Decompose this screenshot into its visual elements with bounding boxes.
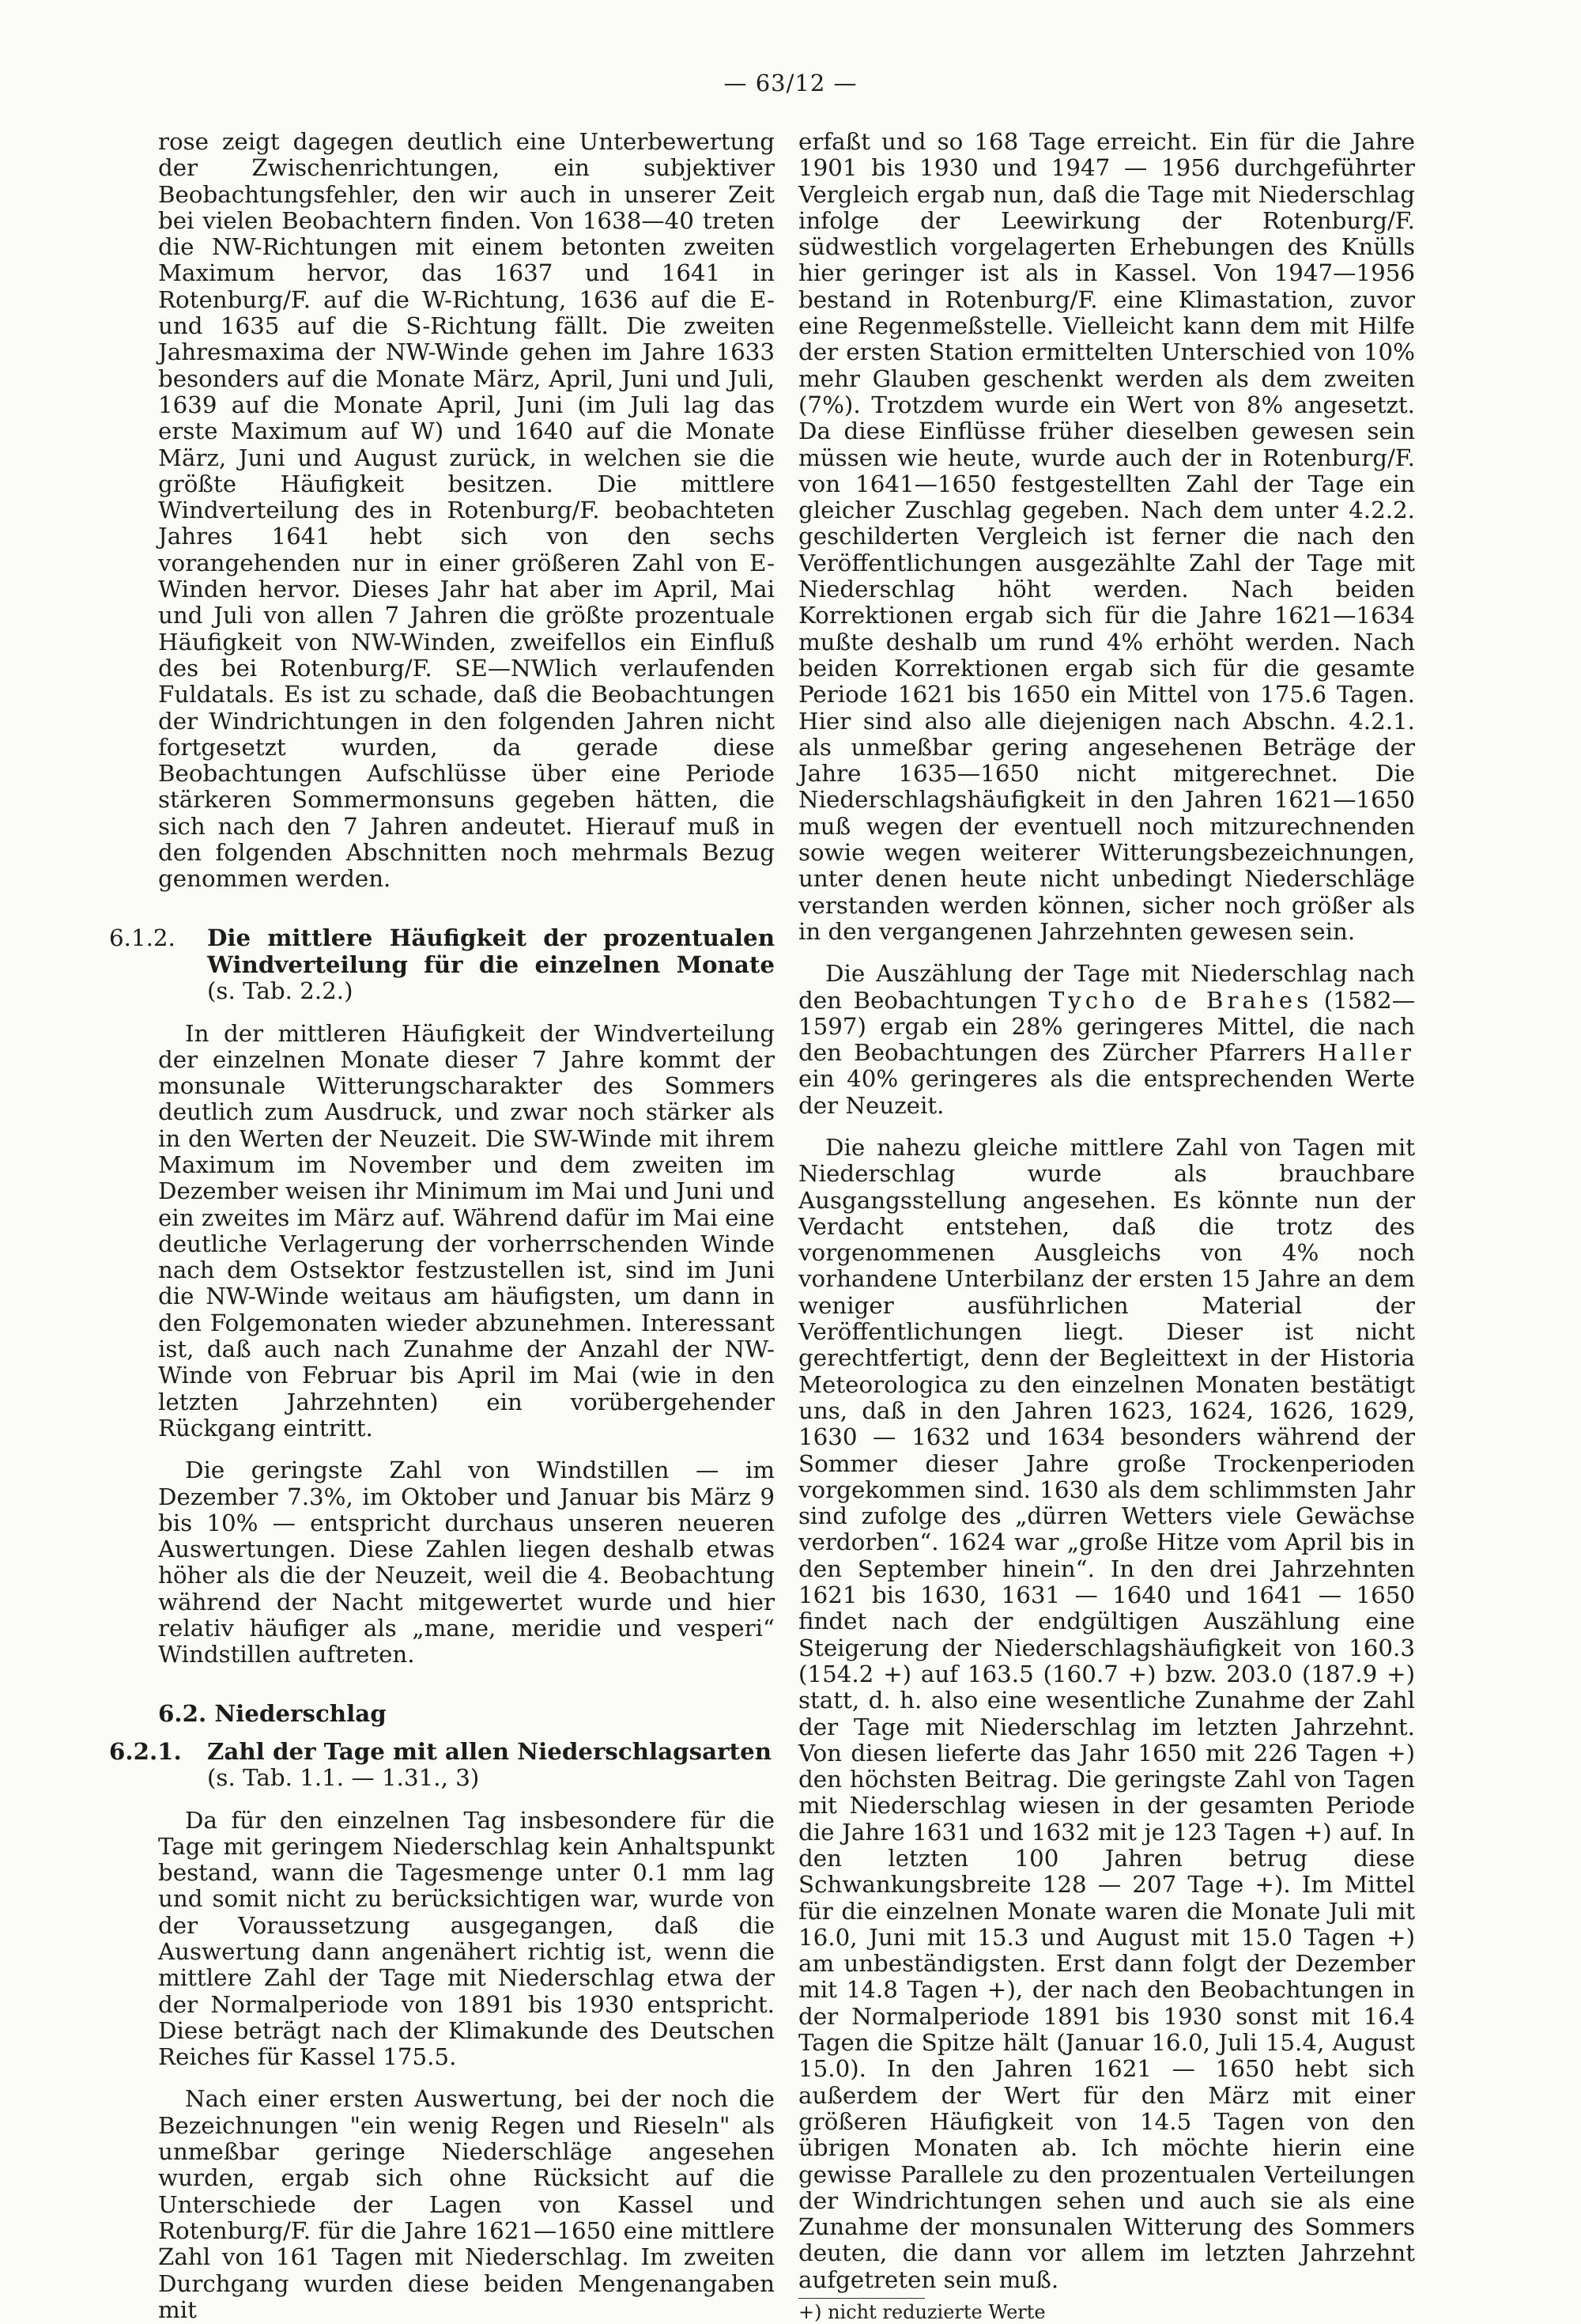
section-title: Die mittlere Häufigkeit der prozentualen Windverteilung für die einzelnen Monate <box>207 923 775 978</box>
paragraph-daily-precip: Da für den einzelnen Tag insbesondere für die Tage mit geringem Niederschlag kein Anhaltspunkt bestand, wann die Tagesmenge unter 0.1 mm lag und somit nicht zu berücksichtigen war, wurde von der Voraussetzung ausgegangen, daß die Auswertung dann angenähert richtig ist, wenn die mittlere Zahl der Tage mit Niederschlag etwa der der Normalperiode von 1891 bis 1930 entspricht. Diese beträgt nach der Klimakunde des Deutschen Reiches für Kassel 175.5. <box>158 1806 775 2071</box>
paragraph-comparison: erfaßt und so 168 Tage erreicht. Ein für die Jahre 1901 bis 1930 und 1947 — 1956 durchgeführter Vergleich ergab nun, daß die Tage mit Niederschlag infolge der Leewirkung der Rotenburg/F. südwestlich vorgelagerten Erhebungen des Knülls hier geringer ist als in Kassel. Von 1947—1956 bestand in Rotenburg/F. eine Klimastation, zuvor eine Regenmeßstelle. Vielleicht kann dem mit Hilfe der ersten Station ermittelten Unterschied von 10% mehr Glauben geschenkt werden als dem zweiten (7%). Trotzdem wurde ein Wert von 8% angesetzt. Da diese Einflüsse früher dieselben gewesen sein müssen wie heute, wurde auch der in Rotenburg/F. von 1641—1650 festgestellten Zahl der Tage ein gleicher Zuschlag gegeben. Nach dem unter 4.2.2. geschilderten Vergleich ist ferner die nach den Veröffentlichungen ausgezählte Zahl der Tage mit Niederschlag höht werden. Nach beiden Korrektionen ergab sich für die Jahre 1621—1634 mußte deshalb um rund 4% erhöht werden. Nach beiden Korrektionen ergab sich für die gesamte Periode 1621 bis 1650 ein Mittel von 175.6 Tagen. Hier sind also alle diejenigen nach Abschn. 4.2.1. als unmeßbar gering angesehenen Beträge der Jahre 1635—1650 nicht mitgerechnet. Die Niederschlagshäufigkeit in den Jahren 1621—1650 muß wegen der eventuell noch mitzurechnenden sowie wegen weiterer Witterungsbezeichnungen, unter denen heute nicht unbedingt Niederschläge verstanden werden können, sicher noch größer als in den vergangenen Jahrzehnten gewesen sein. <box>798 128 1415 945</box>
paragraph-mean-days: Die nahezu gleiche mittlere Zahl von Tagen mit Niederschlag wurde als brauchbare Ausgangsstellung angesehen. Es könnte nun der Verdacht entstehen, daß die trotz des vorgenommenen Ausgleichs von 4% noch vorhandene Unterbilanz der ersten 15 Jahre an dem weniger ausführlichen Material der Veröffentlichungen liegt. Dieser ist nicht gerechtfertigt, denn der Begleittext in der Historia Meteorologica zu den einzelnen Monaten bestätigt uns, daß in den Jahren 1623, 1624, 1626, 1629, 1630 — 1632 und 1634 besonders während der Sommer dieser Jahre große Trockenperioden vorgekommen sind. 1630 als dem schlimmsten Jahr sind zufolge des „dürren Wetters viele Gewächse verdorben“. 1624 war „große Hitze vom April bis in den September hinein“. In den drei Jahrzehnten 1621 bis 1630, 1631 — 1640 und 1641 — 1650 findet nach der endgültigen Auszählung eine Steigerung der Niederschlagshäufigkeit von 160.3 (154.2 +) auf 163.5 (160.7 +) bzw. 203.0 (187.9 +) statt, d. h. also eine wesentliche Zunahme der Zahl der Tage mit Niederschlag im letzten Jahrzehnt. Von diesen lieferte das Jahr 1650 mit 226 Tagen +) den höchsten Beitrag. Die geringste Zahl von Tagen mit Niederschlag wiesen in der gesamten Periode die Jahre 1631 und 1632 mit je 123 Tagen +) auf. In den letzten 100 Jahren betrug diese Schwankungsbreite 128 — 207 Tage +). Im Mittel für die einzelnen Monate waren die Monate Juli mit 16.0, Juni mit 15.3 und August mit 15.0 Tagen +) am unbeständigsten. Erst dann folgt der Dezember mit 14.8 Tagen +), der nach den Beobachtungen in der Normalperiode 1891 bis 1930 sonst mit 16.4 Tagen die Spitze hält (Januar 16.0, Juli 15.4, August 15.0). In den Jahren 1621 — 1650 hebt sich außerdem der Wert für den März mit einer größeren Häufigkeit von 14.5 Tagen von den übrigen Monaten ab. Ich möchte hierin eine gewisse Parallele zu den prozentualen Verteilungen der Windrichtungen sehen und auch sie als eine Zunahme der monsunalen Witterung des Sommers deuten, die dann vor allem im letzten Jahrzehnt aufgetreten sein muß. <box>798 1133 1415 2293</box>
name-haller: Haller <box>1317 1039 1415 1067</box>
section-number: 6.1.2. <box>109 924 175 951</box>
left-column <box>109 128 775 2323</box>
paragraph-monthly-wind: In der mittleren Häufigkeit der Windverteilung der einzelnen Monate dieser 7 Jahre kommt der monsunale Witterungscharakter des Sommers deutlich zum Ausdruck, und zwar noch stärker als in den Werten der Neuzeit. Die SW-Winde mit ihrem Maximum im November und dem zweiten im Dezember weisen ihr Minimum im Mai und Juni und ein zweites im März auf. Während dafür im Mai eine deutliche Verlagerung der vorherrschenden Winde nach dem Ostsektor festzustellen ist, sind im Juni die NW-Winde weitaus am häufigsten, um dann in den Folgemonaten wieder abzunehmen. Interessant ist, daß auch nach Zunahme der Anzahl der NW-Winde von Februar bis April im Mai (wie in den letzten Jahrzehnten) ein vorübergehender Rückgang eintritt. <box>158 1019 775 1442</box>
paragraph-first-evaluation: Nach einer ersten Auswertung, bei der noch die Bezeichnungen "ein wenig Regen und Rieseln" als unmeßbar geringe Niederschläge angesehen wurden, ergab sich ohne Rücksicht auf die Unterschiede der Lagen von Kassel und Rotenburg/F. für die Jahre 1621—1650 eine mittlere Zahl von 161 Tagen mit Niederschlag. Im zweiten Durchgang wurden diese beiden Mengenangaben mit <box>158 2085 775 2323</box>
section-number: 6.2.1. <box>109 1736 182 1765</box>
name-tycho-de-brahes: Tycho de Brahes <box>1048 986 1313 1014</box>
section-heading-6-1-2 <box>109 923 775 1005</box>
paragraph-tycho-brahe: Die Auszählung der Tage mit Niederschlag nach den Beobachtungen Tycho de Brahes (1582—1597) ergab ein 28% geringeres Mittel, die nach den Beobachtungen des Zürcher Pfarrers Haller ein 40% geringeres als die entsprechenden Werte der Neuzeit. <box>798 960 1415 1119</box>
section-reference: (s. Tab. 1.1. — 1.31., 3) <box>207 1764 480 1792</box>
paragraph-calms: Die geringste Zahl von Windstillen — im Dezember 7.3%, im Oktober und Januar bis März 9 bis 10% — entspricht durchaus unseren neueren Auswertungen. Diese Zahlen liegen deshalb etwas höher als die der Neuzeit, weil die 4. Beobachtung während der Nacht mitgewertet wurde und hier relativ häufiger als „mane, meridie und vesperi“ Windstillen auftreten. <box>158 1457 775 1668</box>
section-reference: (s. Tab. 2.2.) <box>207 977 353 1005</box>
footnote: +) nicht reduzierte Werte <box>798 2301 1046 2324</box>
section-heading-6-2-1 <box>109 1736 775 1792</box>
page-number: — 63/12 — <box>723 70 858 96</box>
section-heading-6-2: 6.2. Niederschlag <box>158 1699 387 1727</box>
right-column <box>798 129 1415 2324</box>
paragraph-wind-rose: rose zeigt dagegen deutlich eine Unterbewertung der Zwischenrichtungen, ein subjektiver Beobachtungsfehler, den wir auch in unserer Zeit bei vielen Beobachtern finden. Von 1638—40 treten die NW-Richtungen mit einem betonten zweiten Maximum hervor, das 1637 und 1641 in Rotenburg/F. auf die W-Richtung, 1636 auf die E- und 1635 auf die S-Richtung fällt. Die zweiten Jahresmaxima der NW-Winde gehen im Jahre 1633 besonders auf die Monate März, April, Juni und Juli, 1639 auf die Monate April, Juni (im Juli lag das erste Maximum auf W) und 1640 auf die Monate März, Juni und August zurück, in welchen sie die größte Häufigkeit besitzen. Die mittlere Windverteilung des in Rotenburg/F. beobachteten Jahres 1641 hebt sich von den sechs vorangehenden nur in einer größeren Zahl von E-Winden hervor. Dieses Jahr hat aber im April, Mai und Juli von allen 7 Jahren die größte prozentuale Häufigkeit von NW-Winden, zweifellos ein Einfluß des bei Rotenburg/F. SE—NWlich verlaufenden Fuldatals. Es ist zu schade, daß die Beobachtungen der Windrichtungen in den folgenden Jahren nicht fortgesetzt wurden, da gerade diese Beobachtungen Aufschlüsse über eine Periode stärkeren Sommermonsuns gegeben hätten, die sich nach den 7 Jahren andeutet. Hierauf muß in den folgenden Abschnitten noch mehrmals Bezug genommen werden. <box>158 128 775 893</box>
section-title: Zahl der Tage mit allen Niederschlagsarten <box>207 1736 772 1765</box>
footnote-rule <box>798 2298 925 2299</box>
